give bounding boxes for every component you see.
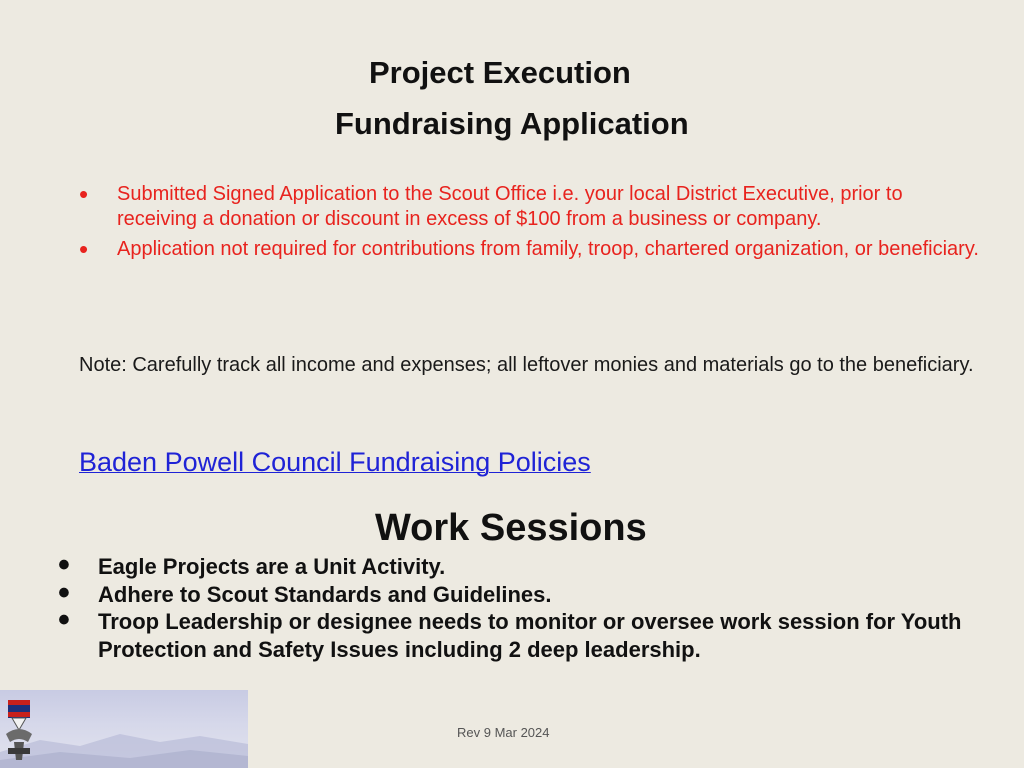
bullet-icon: •: [58, 601, 70, 639]
list-item-text: Eagle Projects are a Unit Activity.: [98, 554, 446, 579]
list-item: [58, 601, 978, 663]
bullet-icon: •: [58, 573, 70, 612]
list-item-text: Application not required for contributions from family, troop, chartered organization, or beneficiary.: [117, 238, 979, 260]
slide-title-line2: Fundraising Application: [335, 106, 689, 141]
bullet-icon: •: [79, 234, 89, 264]
footer-banner-image: [0, 690, 248, 768]
note-text: Note: Carefully track all income and expenses; all leftover monies and materials go to the beneficiary.: [79, 354, 974, 376]
fundraising-policies-link[interactable]: Baden Powell Council Fundraising Policies: [79, 447, 591, 477]
list-item: [79, 234, 979, 264]
bullet-icon: •: [58, 546, 70, 584]
list-item: [79, 179, 979, 231]
list-item-text: Adhere to Scout Standards and Guidelines.: [98, 581, 552, 607]
slide-title-line1: Project Execution: [369, 55, 631, 90]
list-item-text: Submitted Signed Application to the Scout Office i.e. your local District Executive, prior to receiving a donation or discount in excess of $100 from a business or company.: [117, 183, 903, 230]
section-title-work-sessions: Work Sessions: [375, 507, 647, 549]
fundraising-bullet-list: [79, 179, 979, 268]
list-item: [58, 573, 978, 612]
eagle-scout-badge-icon: [0, 690, 40, 768]
list-item-text: Troop Leadership or designee needs to monitor or oversee work session for Youth Protection and Safety Issues including 2 deep leadership.: [98, 609, 962, 662]
revision-date: Rev 9 Mar 2024: [457, 725, 550, 740]
bullet-icon: •: [79, 179, 89, 209]
work-sessions-bullet-list: [58, 546, 978, 663]
list-item: [58, 546, 978, 584]
